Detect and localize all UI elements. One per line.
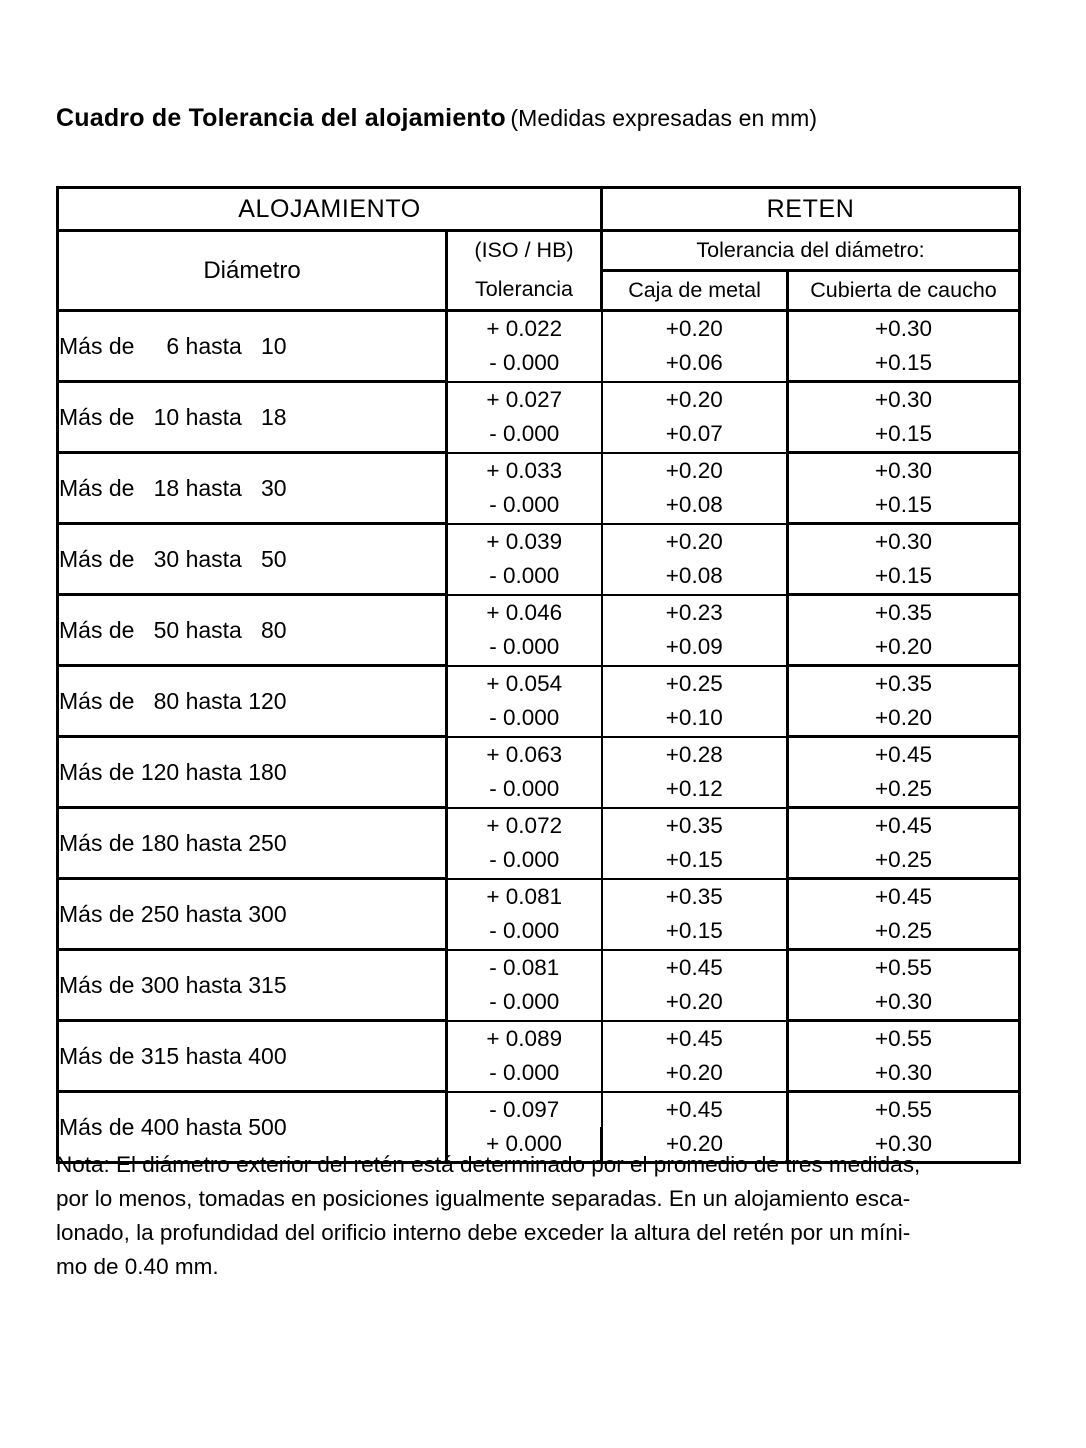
cell-diametro: Más de 6 hasta 10 [58,311,447,382]
cell-tolerancia-upper: + 0.089 [447,1021,602,1057]
cell-caja-lower: +0.20 [602,1127,788,1163]
cell-tolerancia-lower: - 0.000 [447,630,602,666]
cell-tolerancia-upper: + 0.022 [447,311,602,347]
cell-diametro: Más de 80 hasta 120 [58,666,447,737]
cell-tolerancia-upper: - 0.097 [447,1092,602,1128]
cell-caja-lower: +0.06 [602,346,788,382]
cell-tolerancia-upper: + 0.081 [447,879,602,915]
cell-caja-upper: +0.25 [602,666,788,702]
cell-cubierta-lower: +0.15 [788,559,1020,595]
cell-diametro: Más de 250 hasta 300 [58,879,447,950]
cell-caja-lower: +0.08 [602,559,788,595]
cell-caja-lower: +0.15 [602,843,788,879]
table-row [58,453,1020,489]
header-tolerancia: Tolerancia [447,271,602,311]
cell-tolerancia-lower: - 0.000 [447,843,602,879]
table-row [58,382,1020,418]
page-title-main: Cuadro de Tolerancia del alojamiento [56,104,506,132]
footnote-line-4: mo de 0.40 mm. [56,1254,219,1279]
cell-cubierta-upper: +0.30 [788,382,1020,418]
cell-caja-lower: +0.15 [602,914,788,950]
cell-cubierta-upper: +0.55 [788,1092,1020,1128]
cell-cubierta-lower: +0.25 [788,843,1020,879]
cell-tolerancia-upper: - 0.081 [447,950,602,986]
page-title [56,104,1016,133]
header-tolerancia-diametro: Tolerancia del diámetro: [602,231,1020,271]
header-caja-metal: Caja de metal [602,271,788,311]
cell-diametro: Más de 180 hasta 250 [58,808,447,879]
cell-tolerancia-upper: + 0.033 [447,453,602,489]
table-row [58,879,1020,915]
cell-cubierta-lower: +0.30 [788,1127,1020,1163]
page-title-note: (Medidas expresadas en mm) [510,105,818,131]
cell-cubierta-lower: +0.30 [788,1056,1020,1092]
header-alojamiento: ALOJAMIENTO [58,188,602,231]
footnote-line-2: por lo menos, tomadas en posiciones igualmente separadas. En un alojamiento esca- [56,1186,911,1211]
cell-cubierta-lower: +0.15 [788,488,1020,524]
table-row [58,1092,1020,1128]
cell-tolerancia-lower: - 0.000 [447,772,602,808]
cell-tolerancia-upper: + 0.039 [447,524,602,560]
table-row [58,1021,1020,1057]
cell-tolerancia-lower: - 0.000 [447,701,602,737]
table-row [58,737,1020,773]
cell-cubierta-upper: +0.30 [788,524,1020,560]
header-cubierta-caucho: Cubierta de caucho [788,271,1020,311]
cell-cubierta-lower: +0.15 [788,417,1020,453]
cell-tolerancia-upper: + 0.054 [447,666,602,702]
cell-diametro: Más de 18 hasta 30 [58,453,447,524]
cell-caja-upper: +0.45 [602,950,788,986]
cell-cubierta-upper: +0.45 [788,808,1020,844]
cell-tolerancia-lower: - 0.000 [447,914,602,950]
cell-tolerancia-upper: + 0.027 [447,382,602,418]
cell-caja-upper: +0.35 [602,808,788,844]
footnote-line-1: Nota: El diámetro exterior del retén está determinado por el promedio de tres medidas, [56,1152,921,1177]
cell-cubierta-lower: +0.20 [788,701,1020,737]
cell-cubierta-upper: +0.45 [788,737,1020,773]
cell-tolerancia-lower: - 0.000 [447,1056,602,1092]
cell-caja-upper: +0.20 [602,524,788,560]
table-row [58,808,1020,844]
header-reten: RETEN [602,188,1020,231]
cell-cubierta-upper: +0.35 [788,666,1020,702]
cell-caja-upper: +0.20 [602,382,788,418]
cell-diametro: Más de 30 hasta 50 [58,524,447,595]
cell-caja-upper: +0.28 [602,737,788,773]
cell-cubierta-upper: +0.30 [788,453,1020,489]
cell-tolerancia-upper: + 0.046 [447,595,602,631]
footnote-line-3: lonado, la profundidad del orificio interno debe exceder la altura del retén por un míni- [56,1220,911,1245]
cell-diametro: Más de 400 hasta 500 [58,1092,447,1163]
cell-caja-lower: +0.07 [602,417,788,453]
cell-diametro: Más de 50 hasta 80 [58,595,447,666]
cell-tolerancia-lower: - 0.000 [447,488,602,524]
cell-tolerancia-upper: + 0.063 [447,737,602,773]
cell-caja-lower: +0.08 [602,488,788,524]
cell-caja-lower: +0.10 [602,701,788,737]
cell-caja-upper: +0.45 [602,1021,788,1057]
cell-cubierta-upper: +0.30 [788,311,1020,347]
table-row [58,666,1020,702]
cell-caja-upper: +0.20 [602,453,788,489]
cell-caja-upper: +0.20 [602,311,788,347]
cell-tolerancia-lower: - 0.000 [447,417,602,453]
cell-cubierta-upper: +0.35 [788,595,1020,631]
cell-caja-upper: +0.35 [602,879,788,915]
cell-cubierta-upper: +0.55 [788,1021,1020,1057]
cell-diametro: Más de 315 hasta 400 [58,1021,447,1092]
cell-cubierta-lower: +0.25 [788,914,1020,950]
cell-cubierta-upper: +0.45 [788,879,1020,915]
cell-caja-lower: +0.09 [602,630,788,666]
table-row [58,950,1020,986]
table-subheader-row-1 [58,231,1020,271]
cell-cubierta-lower: +0.25 [788,772,1020,808]
footnote [56,1148,1024,1284]
tolerance-table-wrapper [56,186,1018,1164]
cell-cubierta-lower: +0.20 [788,630,1020,666]
cell-tolerancia-lower: - 0.000 [447,985,602,1021]
cell-tolerancia-upper: + 0.072 [447,808,602,844]
cell-caja-upper: +0.45 [602,1092,788,1128]
cell-caja-lower: +0.20 [602,985,788,1021]
cell-caja-lower: +0.12 [602,772,788,808]
table-row [58,524,1020,560]
cell-tolerancia-lower: + 0.000 [447,1127,602,1163]
table-group-header-row [58,188,1020,231]
table-row [58,311,1020,347]
cell-cubierta-lower: +0.15 [788,346,1020,382]
cell-diametro: Más de 300 hasta 315 [58,950,447,1021]
cell-caja-upper: +0.23 [602,595,788,631]
tolerance-table [56,186,1021,1164]
cell-diametro: Más de 10 hasta 18 [58,382,447,453]
cell-tolerancia-lower: - 0.000 [447,346,602,382]
cell-cubierta-lower: +0.30 [788,985,1020,1021]
header-diametro: Diámetro [58,231,447,311]
cell-tolerancia-lower: - 0.000 [447,559,602,595]
header-iso-hb: (ISO / HB) [447,231,602,271]
cell-diametro: Más de 120 hasta 180 [58,737,447,808]
cell-cubierta-upper: +0.55 [788,950,1020,986]
table-row [58,595,1020,631]
cell-caja-lower: +0.20 [602,1056,788,1092]
